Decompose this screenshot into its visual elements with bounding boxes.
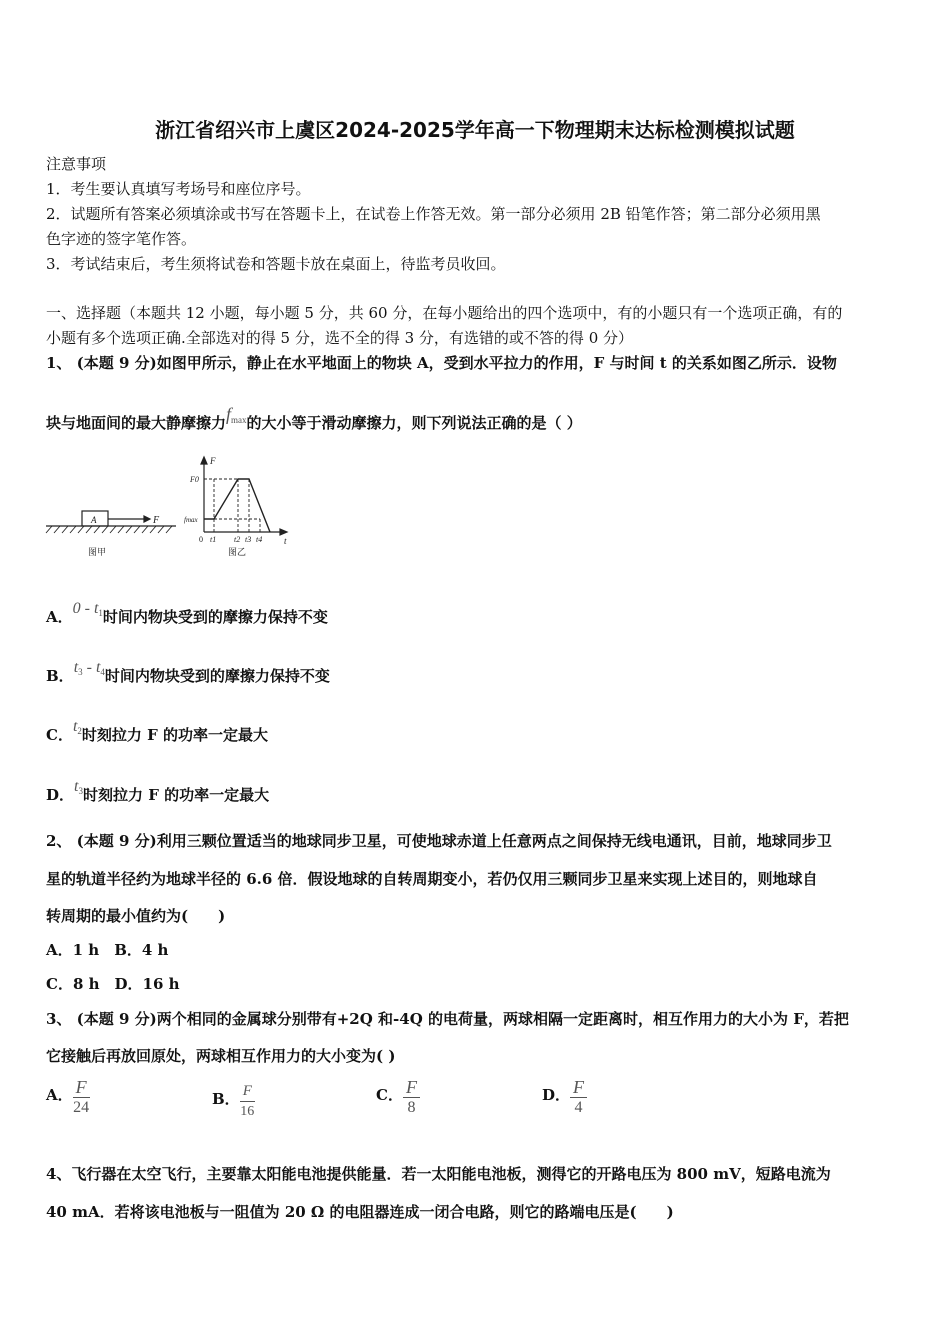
figure-yi [201,457,287,535]
y-tick-f0: F0 [190,475,199,484]
q3-option-a[interactable]: A． $\frac{F}{24}$ [46,1077,90,1116]
q2-options[interactable]: A．1 h B．4 h [46,941,169,959]
section-instruction: 小题有多个选项正确.全部选对的得 5 分，选不全的得 3 分，有选错的或不答的得 0 分） [46,329,634,347]
q3-option-d[interactable]: D． $\frac{F}{4}$ [542,1077,587,1118]
q1-stem-line2: 块与地面间的最大静摩擦力$f_{max}$的大小等于滑动摩擦力，则下列说法正确的是（ ） [46,404,582,432]
q3-option-c[interactable]: C． $\frac{F}{8}$ [376,1077,420,1118]
q3-stem: 3、 (本题 9 分)两个相同的金属球分别带有+2Q 和-4Q 的电荷量，两球相隔一定距离时，相互作用力的大小为 F，若把 [46,1010,849,1028]
notice-heading: 注意事项 [46,155,107,173]
q1-option-d[interactable]: D．$t_3$时刻拉力 F 的功率一定最大 [46,778,270,804]
x-tick: 0 [199,535,203,544]
x-tick: t2 [234,535,241,544]
fmax-symbol: $f_{max}$ [226,404,247,425]
x-tick: t4 [256,535,263,544]
q2-stem: 2、 (本题 9 分)利用三颗位置适当的地球同步卫星，可使地球赤道上任意两点之间保持无线电通讯，目前，地球同步卫 [46,832,832,850]
q3-stem: 它接触后再放回原处，两球相互作用力的大小变为( ) [46,1047,396,1065]
x-tick: t3 [245,535,252,544]
q1-option-b[interactable]: B．$t_3 - t_4$时间内物块受到的摩擦力保持不变 [46,659,330,685]
y-axis-label: F [210,456,216,466]
q1-option-a[interactable]: A．$0 - t_1$时间内物块受到的摩擦力保持不变 [46,600,328,626]
caption-right: 图乙 [228,548,247,558]
notice-item: 色字迹的签字笔作答。 [46,230,197,248]
y-tick-fmax: fmax [184,516,198,524]
caption-left: 图甲 [88,548,107,558]
x-axis-label: t [284,536,287,546]
notice-item: 3．考试结束后，考生须将试卷和答题卡放在桌面上，待监考员收回。 [46,255,506,273]
q1-stem: 1、 (本题 9 分)如图甲所示，静止在水平地面上的物块 A，受到水平拉力的作用，F 与时间 t 的关系如图乙所示．设物 [46,354,837,372]
q4-stem: 4、飞行器在太空飞行，主要靠太阳能电池提供能量．若一太阳能电池板，测得它的开路电压为 800 mV，短路电流为 [46,1165,831,1183]
q4-stem: 40 mA．若将该电池板与一阻值为 20 Ω 的电阻器连成一闭合电路，则它的路端电压是( ) [46,1203,674,1221]
force-label: F [153,515,160,526]
q1-figure [44,452,294,562]
block-label: A [91,515,97,525]
notice-item: 2．试题所有答案必须填涂或书写在答题卡上，在试卷上作答无效。第一部分必须用 2B 铅笔作答；第二部分必须用黑 [46,205,821,223]
section-instruction: 一、选择题（本题共 12 小题，每小题 5 分，共 60 分，在每小题给出的四个选项中，有的小题只有一个选项正确，有的 [46,304,843,322]
x-tick: t1 [210,535,217,544]
q2-stem: 转周期的最小值约为( ) [46,907,226,925]
q2-stem: 星的轨道半径约为地球半径的 6.6 倍．假设地球的自转周期变小，若仍仅用三颗同步卫星来实现上述目的，则地球自 [46,870,818,888]
q3-option-b[interactable]: B． $\frac{F}{16}$ [212,1083,255,1119]
q2-options[interactable]: C．8 h D．16 h [46,975,180,993]
page-title: 浙江省绍兴市上虞区2024-2025学年高一下物理期末达标检测模拟试题 [155,118,795,142]
q1-option-c[interactable]: C．$t_2$时刻拉力 F 的功率一定最大 [46,718,269,744]
notice-item: 1．考生要认真填写考场号和座位序号。 [46,180,311,198]
